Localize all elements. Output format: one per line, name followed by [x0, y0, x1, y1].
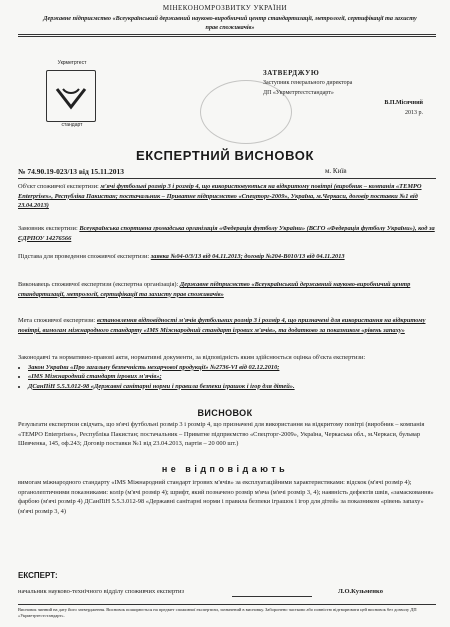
- law-item: • Закон України «Про загальну безпечність нехарчової продукції» №2736-VI від 02.12.2010;: [28, 363, 436, 373]
- approve-title: ЗАТВЕРДЖУЮ: [263, 69, 320, 77]
- customer-section: [18, 224, 436, 243]
- organization-name: Державне підприємство «Всеукраїнський державний науково-виробничий центр стандартизації, метрології, сертифікації та захисту прав споживачів»: [43, 15, 417, 31]
- customer-label: Замовник експертизи:: [18, 225, 78, 232]
- customer-value: Всеукраїнська спортивна громадська організація «Федерація футболу України» (ВСГО «Федерація футболу України»), код за ЄДРПОУ 14276566: [18, 225, 435, 242]
- law-item: • «IMS Міжнародний стандарт ігрових м'ячів»;: [28, 372, 436, 382]
- not-comply-heading: не відповідають: [161, 464, 289, 474]
- purpose-section: [18, 316, 436, 335]
- laws-list: [18, 363, 436, 392]
- conclusion-title: ВИСНОВОК: [197, 408, 253, 418]
- document-number: № 74.90.19-023/13 від 15.11.2013: [18, 167, 125, 176]
- purpose-value: встановлення відповідності м'ячів футбольних розмір 3 і розмір 4, що призначені для використання на відкритому повітрі, вимогам міжнародного стандарту «IMS Міжнародний стандарт ігрових м'ячів», та додатково за показником «рівень запаху»: [18, 317, 426, 334]
- document-title: ЕКСПЕРТНИЙ ВИСНОВОК: [135, 148, 315, 163]
- signature-line: [232, 596, 312, 597]
- approve-line1: Заступник генерального директора: [263, 80, 353, 86]
- divider: [18, 34, 436, 35]
- approval-block: [263, 68, 433, 118]
- expert-name: Л.О.Кузьменко: [338, 588, 383, 595]
- law-item: • ДСанПіН 5.5.3.012-98 «Державні санітарні норми і правила безпеки іграшок і ігор для дітей».: [28, 382, 436, 392]
- object-value: м'ячі футбольні розмір 3 і розмір 4, що використовуються на відкритому повітрі (виробник – компанія «TEMPO Enterprises», Республіка Пакистан; постачальник – Приватне підприємство «Спецторг-2009», Україна, м.Черкаси, договір поставки №1 від 23.04.2013): [18, 183, 422, 210]
- basis-label: Підстава для проведення споживчої експертизи:: [18, 253, 150, 260]
- logo-subtitle: стандарт: [61, 122, 83, 128]
- expert-line: [18, 588, 436, 595]
- executor-section: [18, 280, 436, 299]
- expert-label: ЕКСПЕРТ:: [18, 571, 58, 580]
- executor-value: Державне підприємство «Всеукраїнський державний науково-виробничий центр стандартизації, метрології, сертифікації та захисту прав споживачів»: [18, 281, 411, 298]
- purpose-label: Мета споживчої експертизи:: [18, 317, 96, 324]
- ukrmetrtest-logo-icon: [46, 70, 96, 122]
- expert-position: начальник науково-технічного відділу споживчих експертиз: [18, 588, 185, 595]
- ministry-header: МІНЕКОНОМРОЗВИТКУ УКРАЇНИ: [162, 4, 288, 12]
- divider: [18, 36, 436, 37]
- conclusion-text: Результати експертизи свідчать, що м'ячі футбольні розмір 3 і розмір 4, що призначені для використання на відкритому повітрі (виробник – компанія «TEMPO Enterprises», Республіка Пакистан; постачальник – Приватне підприємство «Спецторг-2009», Україна, Черкаська обл., м.Черкаси, бульвар Шевченка, 145, оф.243; Договір поставки №1 від 23.04.2013, партія – 20 000 шт.): [18, 421, 425, 448]
- approve-year: 2013 р.: [405, 110, 423, 116]
- logo-label: Укрметртест: [57, 60, 87, 66]
- laws-intro: Законодавчі та нормативно-правові акти, нормативні документи, за відповідність яким здійснюється оцінка об'єкта експертизи:: [18, 354, 366, 361]
- laws-section: [18, 353, 436, 391]
- object-label: Об'єкт споживчої експертизи:: [18, 183, 99, 190]
- basis-value: заявка №04-0/3/13 від 04.11.2013; договір №204-В010/13 від 04.11.2013: [150, 253, 345, 260]
- approve-signer: В.П.Місячний: [384, 100, 423, 106]
- executor-label: Виконавець споживчої експертизи (експертна організація):: [18, 281, 179, 288]
- divider: [18, 604, 436, 605]
- divider: [18, 178, 436, 179]
- conclusion-text2: вимогам міжнародного стандарту «IMS Міжнародний стандарт ігрових м'ячів» за експлуатаційними характеристиками: відскок (м'ячі розмір 4); органолептичними показниками: колір (м'ячі розмір 4); шрифт, який позначено розмір м'яча (м'ячі розмір 3, 4); наявність дефектів швів, «замасковання» фарбою (м'ячі розмір 4) ДСанПіН 5.5.3.012-98 «Державні санітарні норми і правила безпеки іграшок і ігор для дітей» за показником «рівень запаху» (м'ячі розмір 3, 4): [18, 479, 434, 515]
- basis-section: [18, 252, 436, 262]
- approve-line2: ДП «Укрметртестстандарт»: [263, 90, 334, 96]
- object-section: [18, 182, 436, 211]
- footer-note: Висновок чинний на дату його затвердження. Висновок поширюється на предмет споживчої експертизи, зазначений в висновку. Заборонено частково або повністю відтворювати цей висновок без дозволу ДП «Укрметртестстандарт».: [18, 607, 417, 618]
- document-city: м. Київ: [325, 167, 347, 175]
